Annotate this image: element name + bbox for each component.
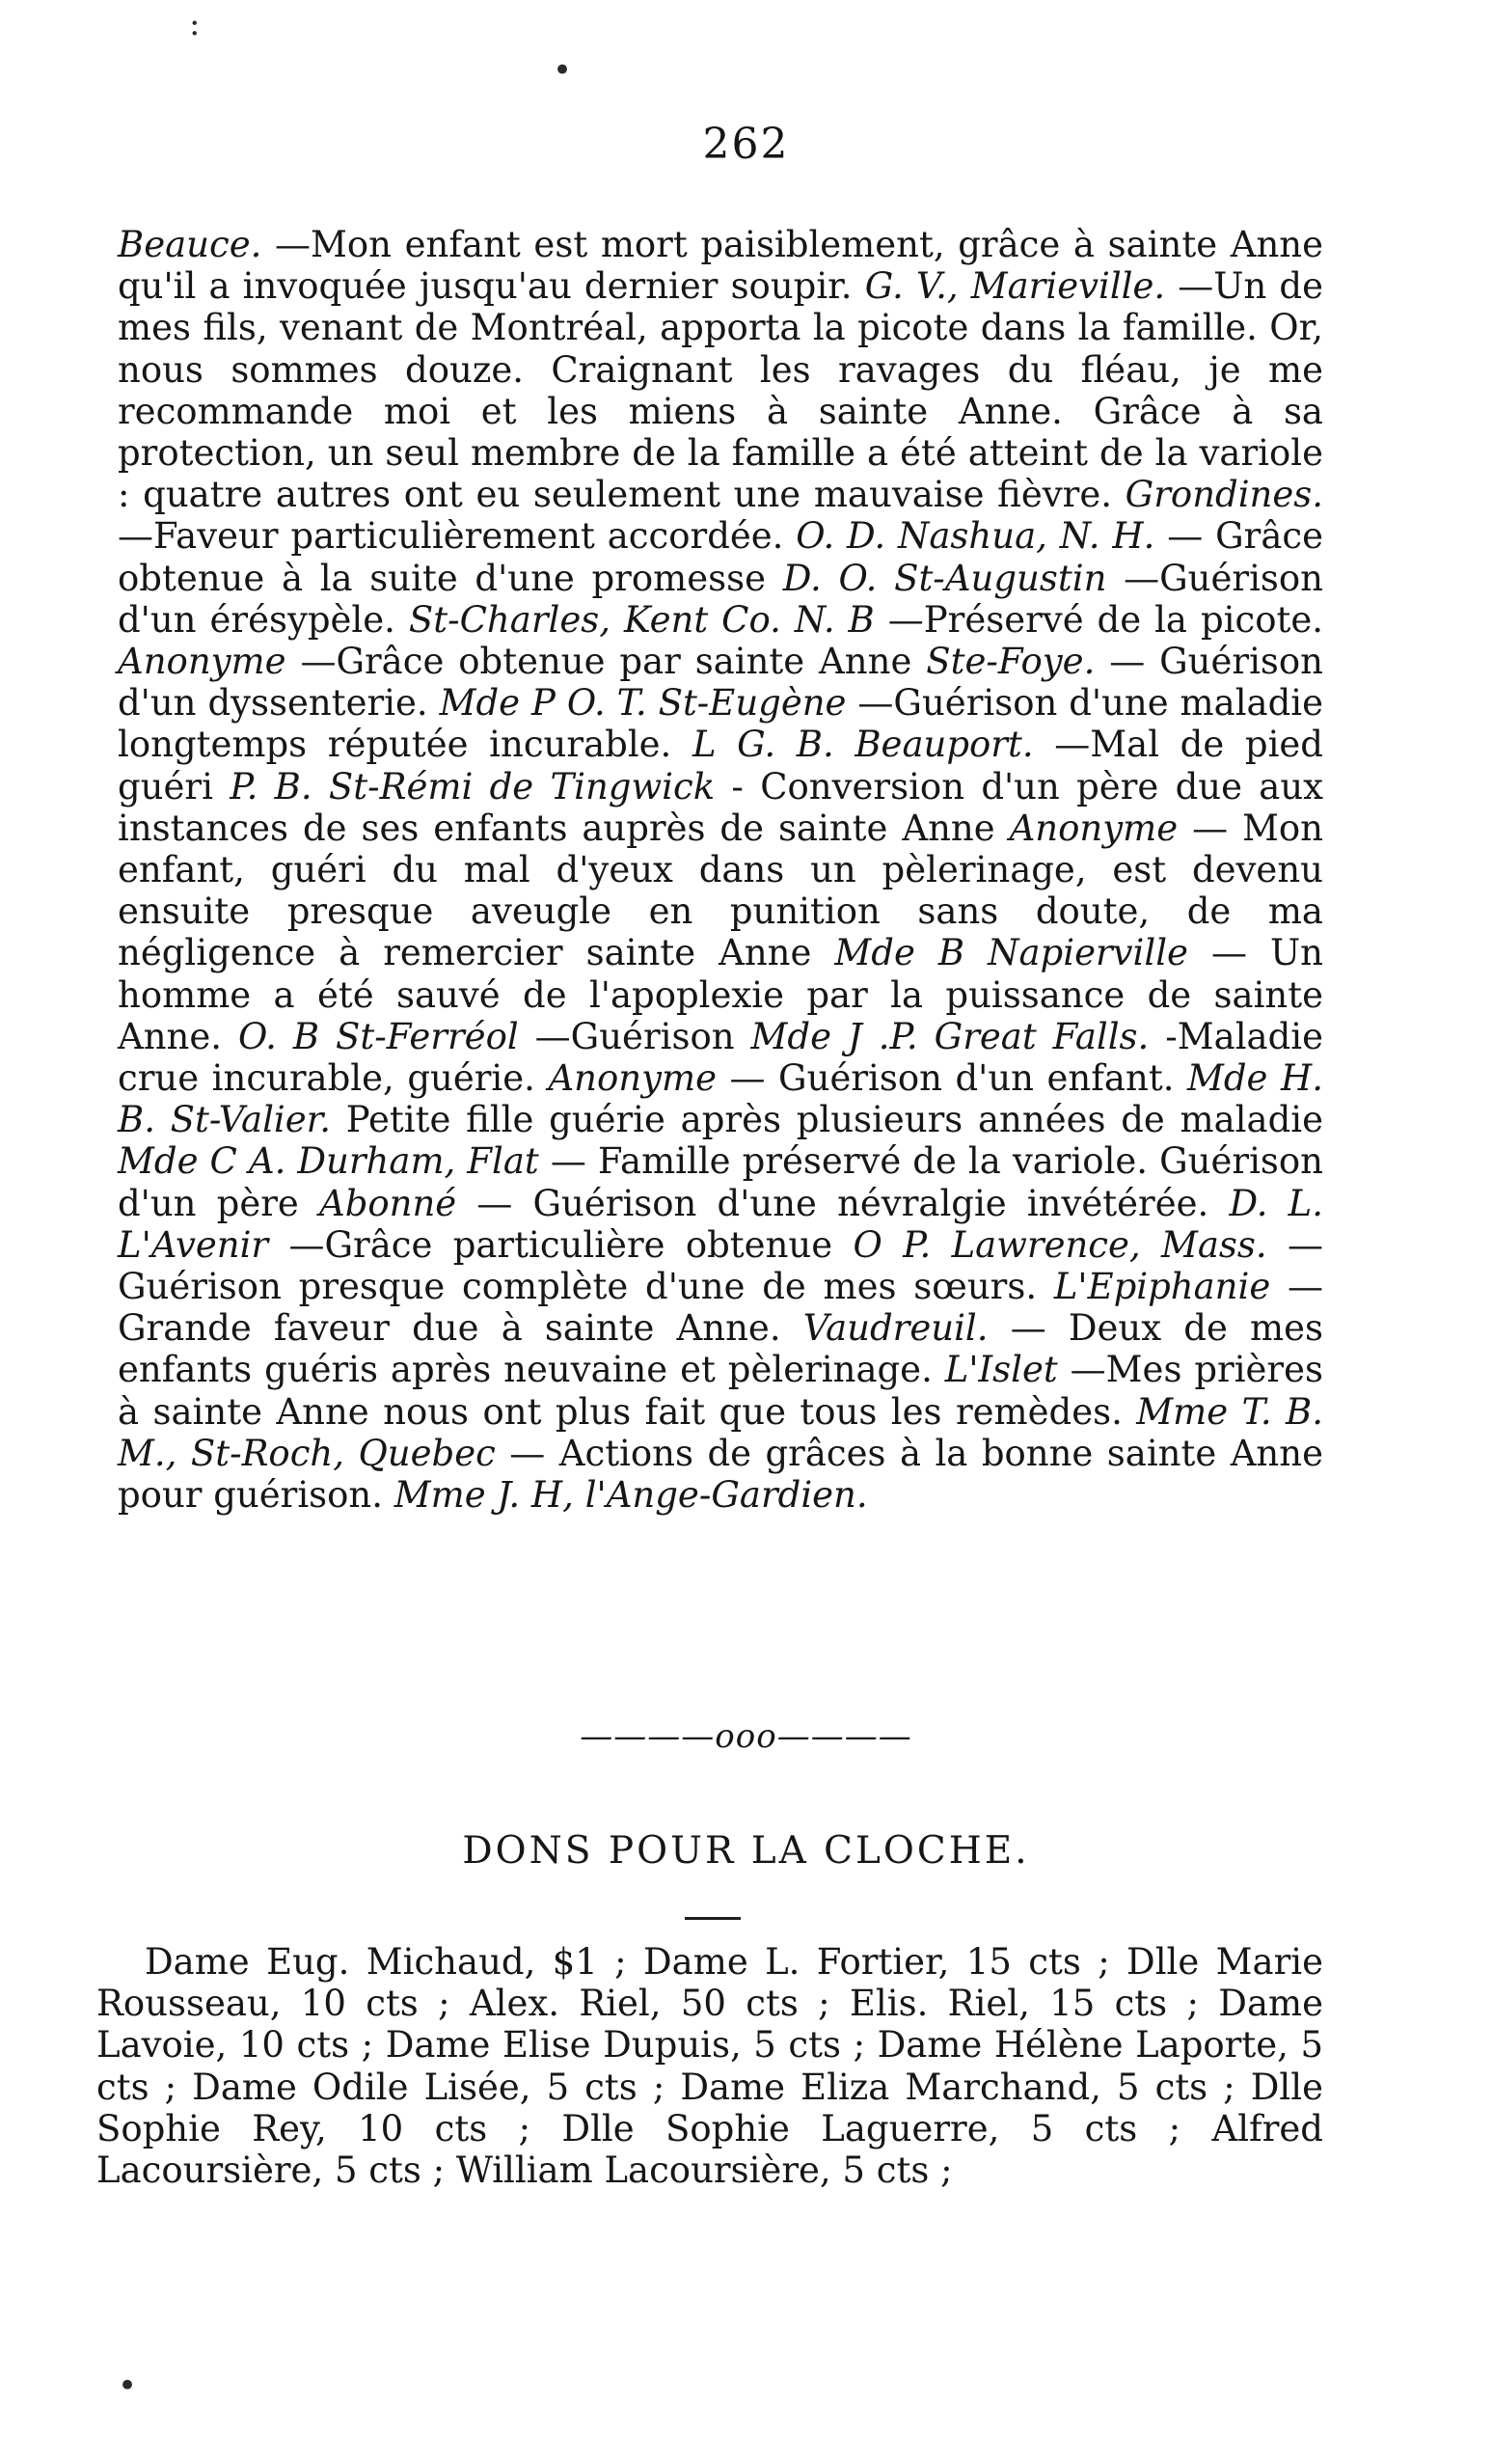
testimony-text: — Actions de grâces à la bonne sainte Anne pour guérison. xyxy=(118,1432,1323,1517)
testimony-text: -Maladie crue incurable, guérie. xyxy=(118,1015,1324,1100)
testimony-text: — Guérison d'un enfant. xyxy=(729,1057,1175,1100)
testimony-text: — Grande faveur due à sainte Anne. xyxy=(118,1266,1323,1350)
testimony-text: —Un de mes fils, venant de Montréal, apporta la picote dans la famille. Or, nous sommes douze. Craignant les ravages du fléau, je me recommande moi et les miens à sainte Anne. Grâce à sa protection, un seul membre de la famille a été atteint de la variole : quatre autres ont eu seulement une mauvaise fièvre. xyxy=(118,265,1324,516)
signature: D. O. St-Augustin xyxy=(782,557,1107,599)
signature: Mde B Napierville xyxy=(834,932,1188,974)
ink-speck: • xyxy=(553,51,573,90)
testimony-text: — Guérison d'un dyssenterie. xyxy=(118,641,1324,725)
signature: St-Charles, Kent Co. N. B xyxy=(408,598,875,641)
testimony-text: — Deux de mes enfants guéris après neuvaine et pèlerinage. xyxy=(118,1307,1324,1391)
testimony-text: — Guérison d'une névralgie invétérée. xyxy=(476,1182,1209,1224)
signature: D. L. L'Avenir xyxy=(118,1182,1324,1266)
section-divider: ————ooo———— xyxy=(580,1717,912,1756)
signature: Abonné xyxy=(318,1182,457,1224)
signature: Mde P O. T. St-Eugène xyxy=(439,682,847,725)
testimony-text: — Famille préservé de la variole. Guérison d'un père xyxy=(118,1140,1324,1224)
testimony-text: —Grâce particulière obtenue xyxy=(288,1223,833,1266)
section-title: DONS POUR LA CLOCHE. xyxy=(462,1829,1030,1873)
dons-paragraph xyxy=(96,1941,1323,2191)
signature: Vaudreuil. xyxy=(802,1307,989,1350)
signature: P. B. St-Rémi de Tingwick xyxy=(230,765,716,808)
graces-text xyxy=(118,224,1323,1516)
short-rule xyxy=(685,1917,741,1920)
testimony-text: Petite fille guérie après plusieurs années de maladie xyxy=(345,1099,1323,1141)
testimony-text: — Grâce obtenue à la suite d'une promesse xyxy=(118,515,1323,599)
testimony-text: — Un homme a été sauvé de l'apoplexie par la puissance de sainte Anne. xyxy=(118,932,1324,1057)
signature: Anonyme xyxy=(548,1057,717,1100)
signature: G. V., Marieville. xyxy=(864,265,1166,308)
signature: L'Islet xyxy=(944,1349,1058,1391)
testimony-text: —Guérison presque complète d'une de mes sœurs. xyxy=(118,1223,1324,1308)
testimony-text: —Faveur particulièrement accordée. xyxy=(118,515,784,558)
testimony-text: —Guérison xyxy=(534,1015,735,1057)
signature: L G. B. Beauport. xyxy=(692,724,1034,766)
place-name: Beauce. xyxy=(118,224,262,265)
signature: O. D. Nashua, N. H. xyxy=(796,515,1155,558)
signature: O P. Lawrence, Mass. xyxy=(853,1223,1267,1266)
testimony-text: - Conversion d'un père due aux instances de ses enfants auprès de sainte Anne xyxy=(118,765,1324,849)
testimony-text: —Guérison d'une maladie longtemps réputée incurable. xyxy=(118,682,1324,766)
testimony-text: —Mes prières à sainte Anne nous ont plus fait que tous les remèdes. xyxy=(118,1349,1324,1433)
ink-speck: • xyxy=(118,2367,138,2405)
testimony-text: —Mal de pied guéri xyxy=(118,724,1323,808)
signature: Mde H. B. St-Valier. xyxy=(118,1057,1324,1141)
signature: Mde C A. Durham, Flat xyxy=(118,1140,539,1183)
signature: Mde J .P. Great Falls. xyxy=(750,1015,1150,1057)
page-number: 262 xyxy=(702,120,790,169)
signature: O. B St-Ferréol xyxy=(238,1015,519,1057)
testimony-text: —Préservé de la picote. xyxy=(887,598,1323,641)
dons-text: Dame Eug. Michaud, $1 ; Dame L. Fortier, 15 cts ; Dlle Marie Rousseau, 10 cts ; Alex. Riel, 50 cts ; Elis. Riel, 15 cts ; Dame Lavoie, 10 cts ; Dame Elise Dupuis, 5 cts ; Dame Hélène Laporte, 5 cts ; Dame Odile Lisée, 5 cts ; Dame Eliza Marchand, 5 cts ; Dlle Sophie Rey, 10 cts ; Dlle Sophie Laguerre, 5 cts ; Alfred Lacoursière, 5 cts ; William Lacoursière, 5 cts ; xyxy=(96,1941,1323,2192)
graces-paragraph xyxy=(118,224,1323,1516)
testimony-text: —Mon enfant est mort paisiblement, grâce à sainte Anne qu'il a invoquée jusqu'au dernier soupir. xyxy=(118,224,1324,308)
signature: Ste-Foye. xyxy=(926,641,1096,683)
testimony-text: — Mon enfant, guéri du mal d'yeux dans un pèlerinage, est devenu ensuite presque aveugle en punition sans doute, de ma négligence à remercier sainte Anne xyxy=(118,807,1323,974)
signature: Anonyme xyxy=(118,641,286,683)
ink-speck: : xyxy=(189,5,201,43)
testimony-text: —Grâce obtenue par sainte Anne xyxy=(300,641,912,683)
signature: Anonyme xyxy=(1009,807,1179,849)
testimony-text: —Guérison d'un érésypèle. xyxy=(118,557,1323,641)
signature: Mme T. B. M., St-Roch, Quebec xyxy=(118,1390,1323,1474)
signature: Grondines. xyxy=(1125,474,1324,516)
signature: L'Epiphanie xyxy=(1053,1266,1271,1308)
signature: Mme J. H, l'Ange-Gardien. xyxy=(393,1474,868,1517)
